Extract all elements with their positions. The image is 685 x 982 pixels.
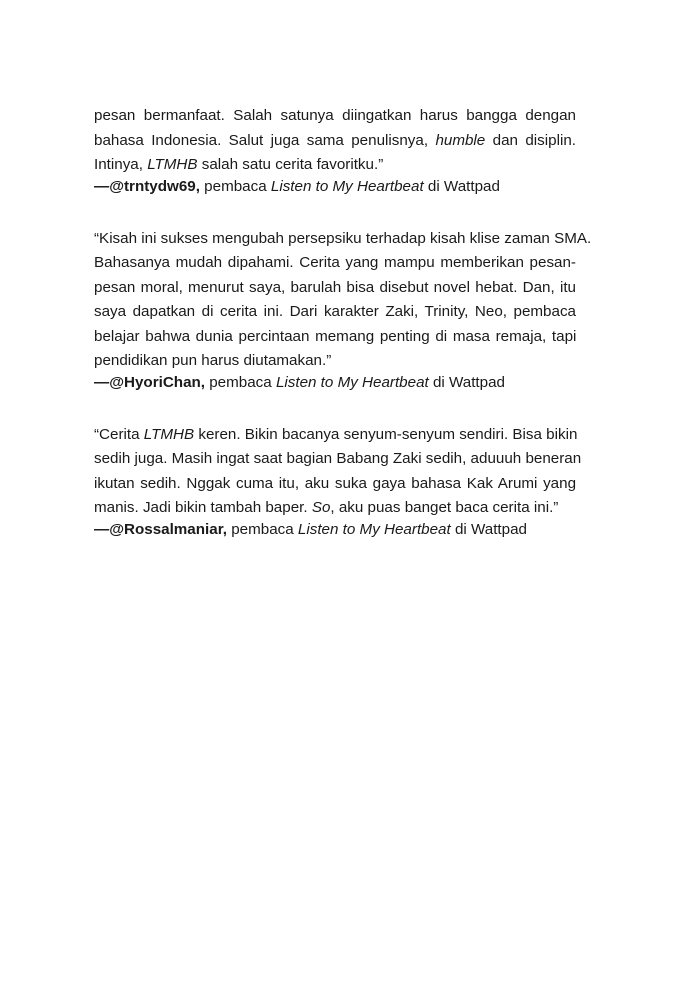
- book-title: Listen to My Heartbeat: [275, 373, 429, 391]
- text-line: [94, 325, 576, 350]
- text-line: [94, 276, 576, 301]
- attribution-prefix: pembaca: [227, 520, 298, 538]
- attribution-prefix: pembaca: [199, 177, 271, 195]
- text-line: [94, 349, 576, 374]
- review-text: [94, 104, 576, 178]
- italic-run: humble: [435, 131, 486, 149]
- attribution-suffix: di Wattpad: [450, 520, 527, 538]
- text-line: [94, 129, 576, 154]
- attribution-prefix: pembaca: [205, 373, 276, 391]
- text-line: [94, 251, 576, 276]
- text-run: keren. Bikin bacanya senyum-senyum sendiri. Bisa bikin: [194, 425, 578, 443]
- text-run: pesan moral, menurut saya, barulah bisa disebut novel hebat. Dan, itu: [94, 278, 576, 296]
- text-run: ikutan sedih. Nggak cuma itu, aku suka gaya bahasa Kak Arumi yang: [94, 474, 577, 492]
- review-attribution: [94, 521, 576, 546]
- text-run: pendidikan pun harus diutamakan.”: [94, 352, 332, 369]
- book-title: Listen to My Heartbeat: [297, 520, 451, 538]
- text-line: [94, 227, 592, 252]
- review-attribution: [94, 178, 576, 203]
- text-run: manis. Jadi bikin tambah baper.: [94, 499, 312, 516]
- text-line: [94, 496, 576, 521]
- text-line: [94, 153, 576, 178]
- text-run: dan disiplin.: [485, 131, 576, 149]
- document-page: [94, 104, 592, 545]
- review-2: [94, 227, 592, 399]
- reviewer-handle: —@HyoriChan,: [94, 373, 206, 391]
- text-line: [94, 472, 576, 497]
- text-run: bahasa Indonesia. Salut juga sama penulisnya,: [94, 131, 436, 149]
- italic-run: LTMHB: [147, 156, 198, 173]
- text-line: [94, 104, 576, 129]
- review-1: [94, 104, 576, 202]
- text-run: “Kisah ini sukses mengubah persepsiku terhadap kisah klise zaman SMA.: [94, 229, 592, 247]
- text-run: , aku puas banget baca cerita ini.”: [330, 499, 559, 516]
- italic-run: LTMHB: [143, 425, 195, 443]
- italic-run: So: [311, 499, 331, 516]
- review-text: [94, 227, 592, 374]
- text-run: belajar bahwa dunia percintaan memang penting di masa remaja, tapi: [94, 327, 577, 345]
- text-run: sedih juga. Masih ingat saat bagian Babang Zaki sedih, aduuuh beneran: [94, 450, 582, 467]
- paragraph-gap: [94, 202, 576, 227]
- book-title: Listen to My Heartbeat: [270, 177, 424, 195]
- text-line: [94, 447, 582, 472]
- text-run: salah satu cerita favoritku.”: [197, 156, 384, 173]
- text-run: pesan bermanfaat. Salah satunya diingatkan harus bangga dengan: [94, 107, 576, 124]
- text-run: “Cerita: [94, 425, 144, 443]
- reviewer-handle: —@Rossalmaniar,: [94, 520, 227, 538]
- text-run: saya dapatkan di cerita ini. Dari karakter Zaki, Trinity, Neo, pembaca: [94, 303, 576, 320]
- text-line: [94, 300, 576, 325]
- review-attribution: [94, 374, 576, 399]
- attribution-suffix: di Wattpad: [423, 177, 500, 195]
- text-run: Bahasanya mudah dipahami. Cerita yang mampu memberikan pesan-: [94, 254, 576, 271]
- review-3: [94, 423, 582, 546]
- paragraph-gap: [94, 398, 576, 423]
- reviewer-handle: —@trntydw69,: [94, 177, 200, 195]
- attribution-suffix: di Wattpad: [428, 373, 505, 391]
- review-text: [94, 423, 582, 521]
- text-line: [94, 423, 576, 448]
- text-run: Intinya,: [94, 156, 148, 173]
